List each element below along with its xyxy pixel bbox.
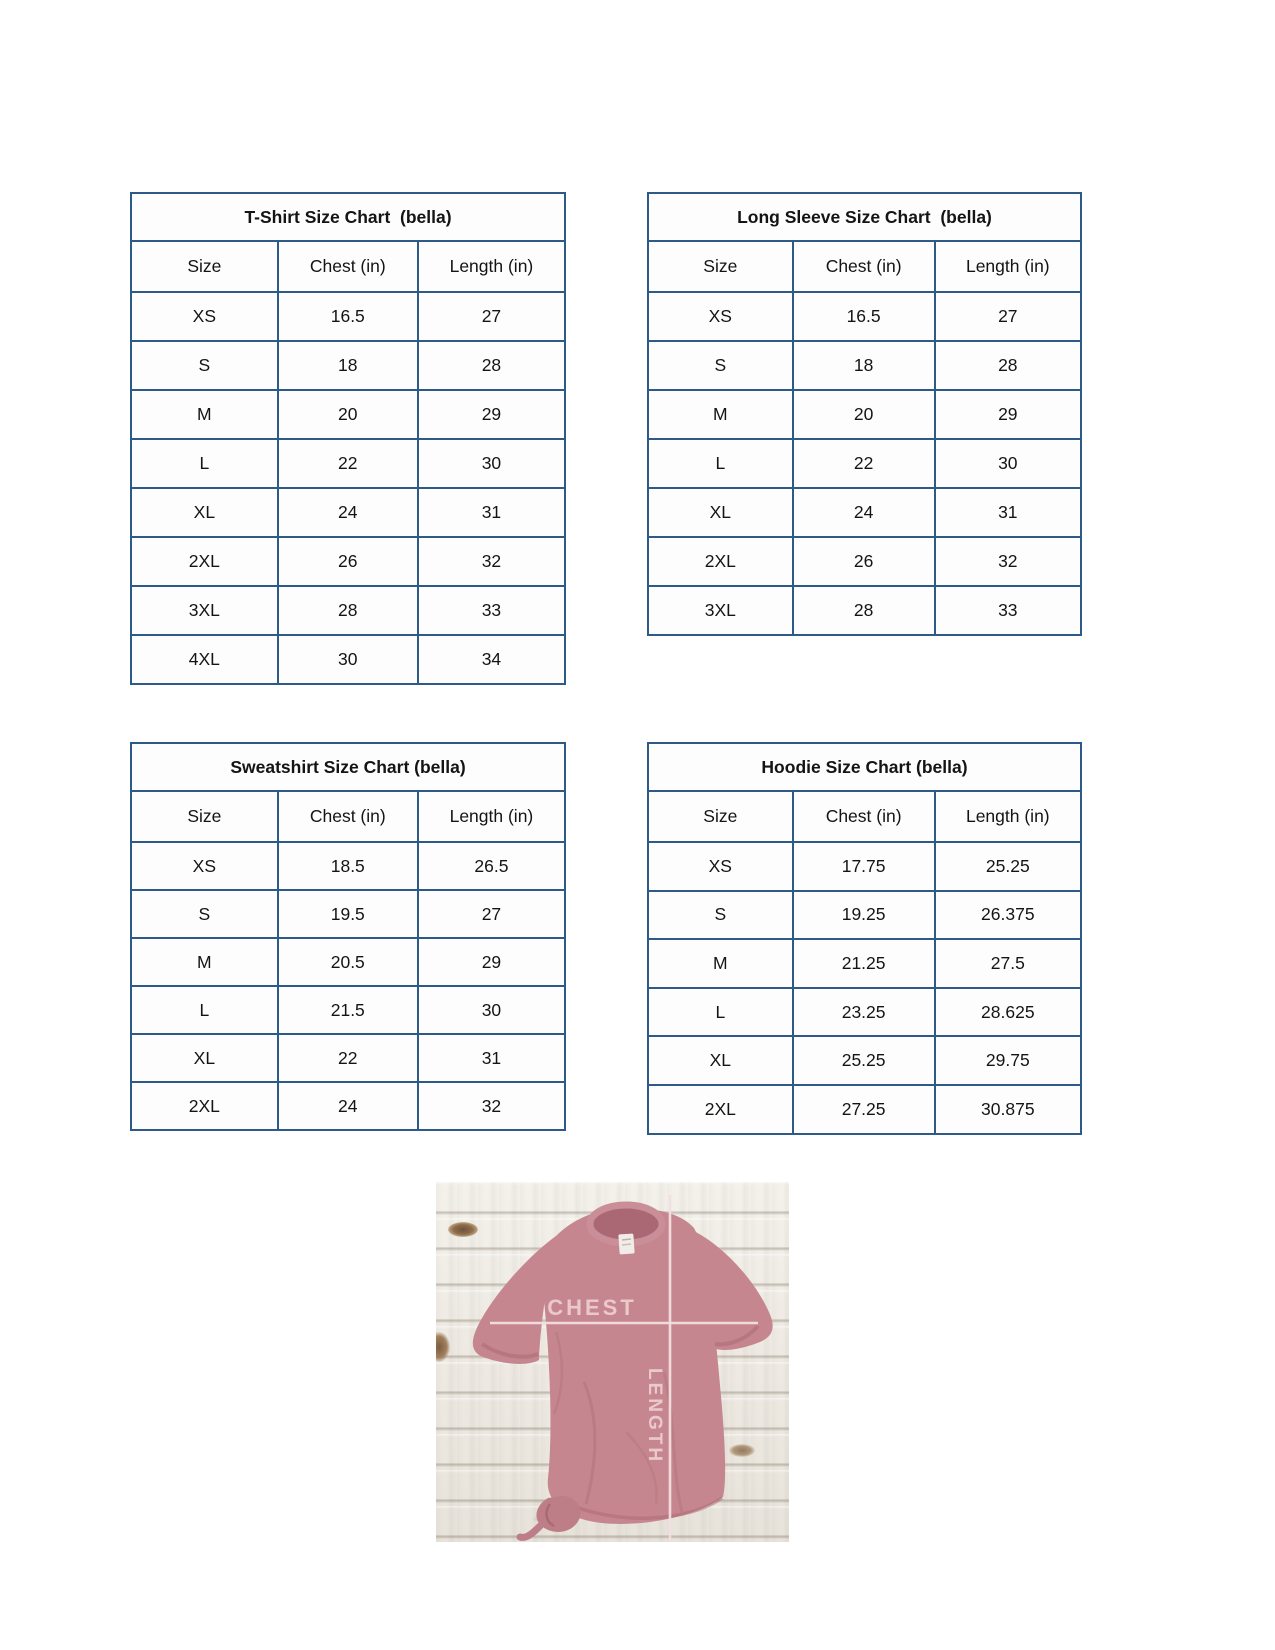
chest-cell: 20 [793,390,935,439]
chest-cell: 18.5 [278,842,418,890]
table-row [648,1036,1081,1085]
table-row [648,586,1081,635]
size-cell: 2XL [648,1085,793,1134]
long-sleeve-size-chart-table [647,192,1082,636]
table-row [648,988,1081,1037]
size-cell: XL [648,488,793,537]
length-cell: 27 [418,292,565,341]
column-header-size: Size [648,791,793,842]
size-cell: XS [648,842,793,891]
size-cell: S [648,891,793,940]
chest-cell: 19.25 [793,891,935,940]
column-header-size: Size [648,241,793,292]
size-cell: L [648,439,793,488]
length-cell: 31 [935,488,1081,537]
table-row [131,537,565,586]
chest-label: CHEST [547,1295,637,1320]
size-cell: XL [131,488,278,537]
chest-cell: 24 [278,488,418,537]
table-row [131,439,565,488]
table-row [131,890,565,938]
chest-cell: 30 [278,635,418,684]
length-cell: 28 [418,341,565,390]
column-header-size: Size [131,791,278,842]
chest-cell: 20 [278,390,418,439]
length-cell: 29 [418,390,565,439]
chest-cell: 16.5 [793,292,935,341]
size-cell: M [648,390,793,439]
shirt-measurement-photo [436,1182,789,1542]
length-cell: 27 [418,890,565,938]
table-row [648,390,1081,439]
table-row [648,292,1081,341]
chest-cell: 21.25 [793,939,935,988]
table-title: T-Shirt Size Chart (bella) [131,193,565,241]
hoodie-size-chart-table [647,742,1082,1135]
chest-cell: 19.5 [278,890,418,938]
chest-cell: 24 [793,488,935,537]
table-row [131,986,565,1034]
table-row [648,842,1081,891]
chest-cell: 28 [278,586,418,635]
table-row [648,537,1081,586]
table-row [131,390,565,439]
tshirt-size-chart-table [130,192,566,685]
chest-cell: 18 [793,341,935,390]
table-row [648,1085,1081,1134]
table-header-row [131,241,565,292]
column-header-length: Length (in) [418,241,565,292]
length-cell: 28 [935,341,1081,390]
length-cell: 28.625 [935,988,1081,1037]
length-cell: 27.5 [935,939,1081,988]
length-cell: 26.375 [935,891,1081,940]
size-cell: 4XL [131,635,278,684]
length-cell: 33 [935,586,1081,635]
tag-print [622,1239,631,1240]
length-cell: 30 [935,439,1081,488]
size-cell: 3XL [648,586,793,635]
chest-cell: 25.25 [793,1036,935,1085]
column-header-length: Length (in) [935,241,1081,292]
table-row [131,1082,565,1130]
size-cell: S [131,341,278,390]
shirt-body [542,1208,725,1524]
chest-cell: 18 [278,341,418,390]
chest-cell: 22 [793,439,935,488]
chest-cell: 27.25 [793,1085,935,1134]
table-row [131,292,565,341]
table-row [131,488,565,537]
table-row [648,341,1081,390]
length-cell: 31 [418,1034,565,1082]
size-cell: L [131,439,278,488]
table-row [648,939,1081,988]
size-cell: 2XL [131,537,278,586]
column-header-chest: Chest (in) [793,241,935,292]
table-title: Sweatshirt Size Chart (bella) [131,743,565,791]
tag-print [622,1244,631,1245]
size-cell: M [131,390,278,439]
length-cell: 30.875 [935,1085,1081,1134]
table-row [648,488,1081,537]
length-cell: 32 [935,537,1081,586]
flat-lay-tshirt-illustration [436,1182,789,1542]
size-cell: S [131,890,278,938]
table-row [131,938,565,986]
length-cell: 32 [418,537,565,586]
length-cell: 27 [935,292,1081,341]
size-cell: L [648,988,793,1037]
chest-cell: 23.25 [793,988,935,1037]
table-row [131,341,565,390]
length-label: LENGTH [644,1368,665,1465]
length-cell: 25.25 [935,842,1081,891]
length-cell: 33 [418,586,565,635]
table-row [131,586,565,635]
length-cell: 30 [418,439,565,488]
length-cell: 30 [418,986,565,1034]
size-cell: S [648,341,793,390]
length-cell: 29.75 [935,1036,1081,1085]
size-cell: 2XL [648,537,793,586]
table-row [648,891,1081,940]
chest-cell: 22 [278,1034,418,1082]
chest-cell: 21.5 [278,986,418,1034]
table-header-row [131,791,565,842]
table-title: Hoodie Size Chart (bella) [648,743,1081,791]
table-row [131,1034,565,1082]
length-cell: 34 [418,635,565,684]
length-cell: 32 [418,1082,565,1130]
size-cell: XS [648,292,793,341]
size-cell: XL [131,1034,278,1082]
knot-tail [520,1526,540,1537]
column-header-chest: Chest (in) [793,791,935,842]
length-cell: 26.5 [418,842,565,890]
size-cell: XL [648,1036,793,1085]
table-row [131,635,565,684]
size-cell: 2XL [131,1082,278,1130]
table-title: Long Sleeve Size Chart (bella) [648,193,1081,241]
column-header-chest: Chest (in) [278,791,418,842]
sweatshirt-size-chart-table [130,742,566,1131]
chest-cell: 24 [278,1082,418,1130]
column-header-size: Size [131,241,278,292]
chest-cell: 26 [278,537,418,586]
table-row [131,842,565,890]
table-header-row [648,241,1081,292]
size-cell: M [131,938,278,986]
chest-cell: 17.75 [793,842,935,891]
chest-cell: 28 [793,586,935,635]
column-header-length: Length (in) [935,791,1081,842]
length-cell: 29 [935,390,1081,439]
chest-cell: 22 [278,439,418,488]
length-cell: 31 [418,488,565,537]
chest-cell: 26 [793,537,935,586]
size-cell: XS [131,842,278,890]
size-cell: M [648,939,793,988]
column-header-chest: Chest (in) [278,241,418,292]
length-cell: 29 [418,938,565,986]
column-header-length: Length (in) [418,791,565,842]
chest-cell: 16.5 [278,292,418,341]
chest-cell: 20.5 [278,938,418,986]
size-cell: XS [131,292,278,341]
size-cell: 3XL [131,586,278,635]
table-header-row [648,791,1081,842]
size-cell: L [131,986,278,1034]
table-row [648,439,1081,488]
